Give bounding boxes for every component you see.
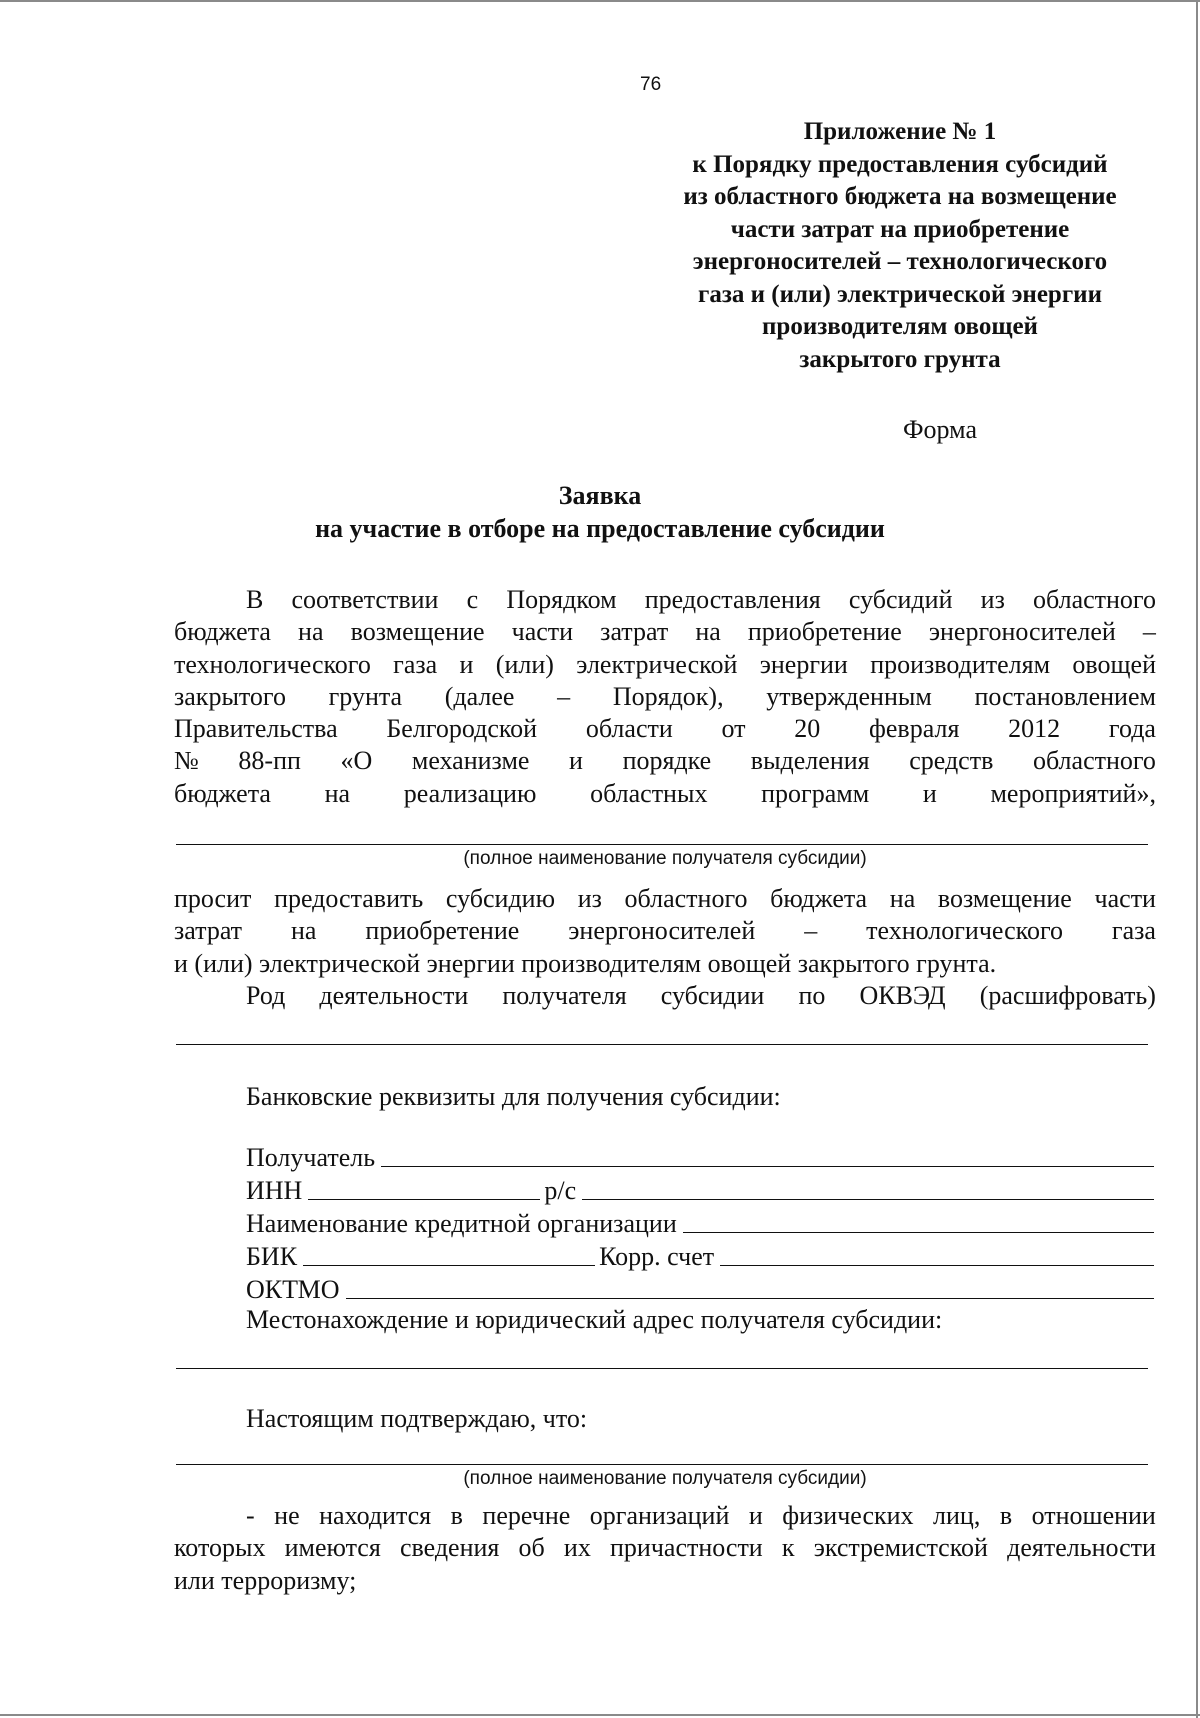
word: производителям: [870, 649, 1051, 679]
scan-edge-bottom: [0, 1714, 1200, 1716]
account-input-line[interactable]: [582, 1199, 1154, 1200]
word: (или): [495, 649, 554, 679]
word: на: [889, 884, 916, 913]
word: бюджета: [770, 884, 868, 913]
word: которых: [174, 1533, 266, 1563]
account-label: р/с: [544, 1176, 577, 1205]
word: 20: [794, 714, 821, 744]
word: бюджета: [174, 617, 271, 647]
word: получателя: [502, 980, 627, 1010]
word: грунта: [328, 681, 403, 711]
word: средств: [909, 746, 994, 776]
word: областного: [624, 884, 748, 913]
word: их: [563, 1533, 591, 1563]
word: с: [466, 585, 479, 614]
word: закрытого: [174, 681, 286, 711]
word: февраля: [869, 714, 960, 744]
appendix-line: Приложение № 1: [803, 118, 997, 145]
appendix-line: энергоносителей – технологического: [692, 248, 1108, 275]
corr-account-label: Корр. счет: [599, 1242, 715, 1271]
word: программ: [761, 778, 870, 808]
request-paragraph: [174, 883, 1156, 1012]
word: областного: [1033, 585, 1156, 614]
word: порядке: [622, 746, 712, 776]
intro-line: [174, 584, 1156, 616]
title-line-1: Заявка: [558, 481, 642, 510]
word: затрат: [600, 617, 669, 647]
intro-paragraph: [174, 584, 1156, 810]
bik-corr-row: [246, 1239, 1158, 1272]
word: и: [569, 746, 583, 776]
word: энергии: [759, 649, 848, 679]
word: части: [511, 617, 574, 647]
word: –: [557, 681, 571, 711]
word: субсидию: [445, 884, 556, 913]
word: овощей: [1072, 649, 1156, 679]
word: технологического: [866, 916, 1063, 946]
confirm-item-line: [174, 1532, 1156, 1564]
word: приобретение: [747, 617, 902, 647]
word: просит: [174, 884, 252, 913]
confirm-recipient-caption: (полное наименование получателя субсидии): [463, 1468, 867, 1489]
word: электрической: [576, 649, 738, 679]
credit-org-row: [246, 1206, 1158, 1239]
appendix-heading: [620, 116, 1180, 376]
word: возмещение: [350, 617, 485, 647]
word: субсидии: [660, 980, 765, 1010]
word: реализацию: [403, 778, 537, 808]
intro-line: [174, 681, 1156, 713]
word: и: [748, 1501, 763, 1530]
word: Род: [246, 980, 286, 1010]
word: предоставить: [274, 884, 424, 913]
word: лиц,: [933, 1501, 981, 1530]
word: «О: [340, 746, 373, 776]
word: соответствии: [291, 585, 439, 614]
word: постановлением: [974, 681, 1156, 711]
word: экстремистской: [813, 1533, 988, 1563]
word: не: [274, 1501, 300, 1530]
word: областного: [1032, 746, 1156, 776]
word: деятельности: [1007, 1533, 1156, 1563]
word: затрат: [174, 916, 243, 946]
oktmo-row: [246, 1272, 1158, 1305]
word: находится: [319, 1501, 432, 1530]
word: в: [999, 1501, 1013, 1530]
appendix-line: газа и (или) электрической энергии: [697, 280, 1102, 308]
recipient-label: Получатель: [246, 1143, 376, 1172]
intro-line: [174, 713, 1156, 745]
word: на: [291, 916, 317, 946]
corr-account-input-line[interactable]: [720, 1265, 1154, 1266]
recipient-field-row: [246, 1140, 1158, 1173]
word: области: [585, 714, 673, 744]
appendix-line: к Порядку предоставления субсидий: [692, 150, 1108, 178]
word: газа: [1111, 916, 1156, 946]
document-title: [180, 479, 1020, 545]
appendix-line: закрытого грунта: [799, 345, 1001, 373]
word: утвержденным: [766, 681, 932, 711]
word: Порядок),: [612, 681, 724, 711]
word: деятельности: [319, 980, 469, 1010]
okved-fill-line[interactable]: [176, 1044, 1148, 1045]
intro-line: [174, 745, 1156, 777]
word: части: [1094, 884, 1156, 913]
word: выделения: [750, 746, 870, 776]
word: причастности: [610, 1533, 763, 1563]
word: областных: [590, 778, 708, 808]
word: Правительства: [174, 714, 338, 744]
word: ОКВЭД: [859, 980, 946, 1010]
word: механизме: [411, 746, 530, 776]
word: бюджета: [174, 778, 271, 808]
bank-details-heading: Банковские реквизиты для получения субсидии:: [246, 1082, 781, 1111]
address-fill-line[interactable]: [176, 1368, 1148, 1369]
word: 2012: [1008, 714, 1061, 744]
word: из: [577, 884, 602, 913]
word: организаций: [589, 1501, 730, 1530]
word: (расшифровать): [979, 980, 1156, 1010]
word: и: [459, 649, 474, 679]
appendix-line: производителям овощей: [762, 313, 1038, 340]
confirm-recipient-fill-line[interactable]: [176, 1464, 1148, 1465]
word: имеются: [284, 1533, 381, 1563]
word: на: [695, 617, 721, 647]
recipient-input-line[interactable]: [381, 1166, 1154, 1167]
word: из: [980, 585, 1005, 614]
word: субсидий: [848, 585, 953, 614]
title-line-2: на участие в отборе на предоставление субсидии: [315, 514, 885, 543]
appendix-line: из областного бюджета на возмещение: [683, 183, 1117, 210]
word: приобретение: [365, 916, 520, 946]
intro-line: [174, 649, 1156, 681]
word: к: [781, 1533, 795, 1563]
oktmo-input-line[interactable]: [346, 1298, 1154, 1299]
word: энергоносителей: [568, 916, 756, 946]
word: –: [804, 916, 818, 946]
scan-edge-top: [0, 0, 1200, 2]
word: 88-пп: [238, 746, 301, 776]
bik-input-line[interactable]: [303, 1265, 595, 1266]
word: сведения: [399, 1533, 500, 1563]
word: №: [174, 746, 199, 776]
recipient-name-fill-line[interactable]: [176, 844, 1148, 845]
request-line: [174, 883, 1156, 915]
bik-label: БИК: [246, 1242, 298, 1271]
page-number: 76: [640, 74, 662, 95]
word: физических: [782, 1501, 914, 1530]
inn-input-line[interactable]: [308, 1199, 540, 1200]
word: по: [798, 980, 826, 1010]
request-line-last: и (или) электрической энергии производителям овощей закрытого грунта.: [174, 948, 997, 978]
word: газа: [393, 649, 438, 679]
confirm-item-1: [174, 1500, 1156, 1597]
word: года: [1108, 714, 1156, 744]
word: предоставления: [644, 585, 821, 614]
form-label: Форма: [903, 415, 977, 444]
oktmo-label: ОКТМО: [246, 1275, 340, 1304]
appendix-line: части затрат на приобретение: [730, 215, 1070, 243]
word: мероприятий»,: [990, 778, 1156, 808]
word: в: [450, 1501, 463, 1530]
confirm-heading: Настоящим подтверждаю, что:: [246, 1404, 588, 1433]
word: –: [1142, 617, 1156, 647]
scan-edge-right: [1196, 0, 1198, 1718]
address-label: Местонахождение и юридический адрес получателя субсидии:: [246, 1305, 943, 1334]
okved-line: [174, 980, 1156, 1012]
word: возмещение: [937, 884, 1072, 913]
recipient-name-caption: (полное наименование получателя субсидии): [463, 848, 867, 869]
word: и: [922, 778, 937, 808]
word: Белгородской: [386, 714, 538, 744]
word: на: [324, 778, 351, 808]
intro-line: [174, 616, 1156, 648]
confirm-item-line: [174, 1500, 1156, 1532]
inn-account-row: [246, 1173, 1158, 1206]
request-line: [174, 915, 1156, 947]
word: от: [721, 714, 746, 744]
word: энергоносителей: [928, 617, 1116, 647]
word: технологического: [174, 649, 371, 679]
inn-label: ИНН: [246, 1176, 303, 1205]
word: Порядком: [506, 585, 617, 614]
word: -: [246, 1501, 255, 1530]
word: В: [246, 585, 264, 614]
confirm-item-line-last: или терроризму;: [174, 1565, 357, 1595]
word: об: [518, 1533, 545, 1563]
credit-org-input-line[interactable]: [683, 1232, 1154, 1233]
word: (далее: [444, 681, 515, 711]
credit-org-label: Наименование кредитной организации: [246, 1209, 677, 1238]
word: на: [298, 617, 324, 647]
word: перечне: [482, 1501, 571, 1530]
word: отношении: [1031, 1501, 1156, 1530]
intro-line: [174, 778, 1156, 810]
